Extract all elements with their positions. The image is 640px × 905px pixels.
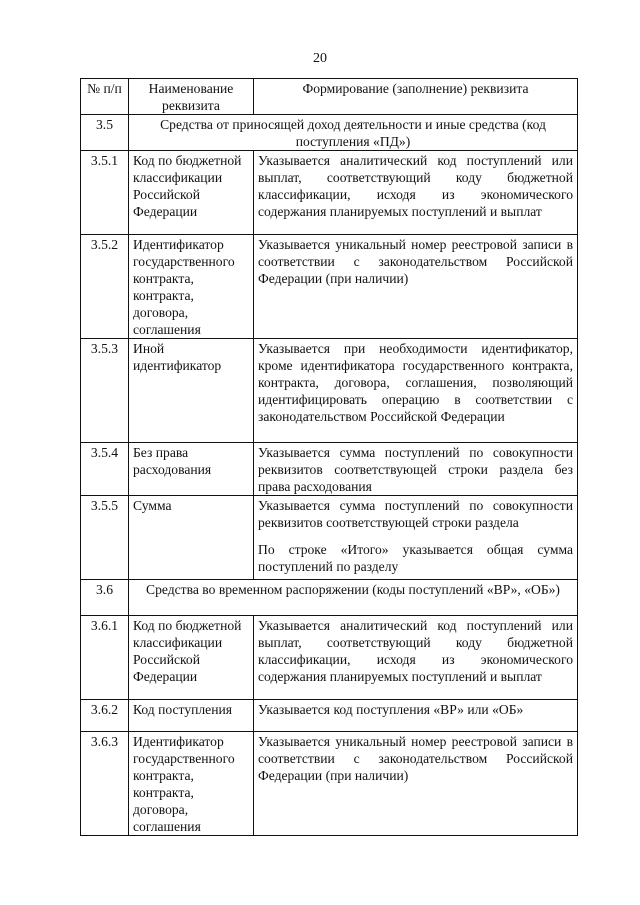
table-row [81, 700, 578, 732]
table-row [81, 616, 578, 700]
description-paragraph: Указывается сумма поступлений по совокупности реквизитов соответствующей строки раздела [258, 498, 573, 530]
requisite-description [254, 443, 578, 496]
header-num: № п/п [81, 79, 129, 115]
description-paragraph: Указывается сумма поступлений по совокупности реквизитов соответствующей строки раздела без права расходования [258, 445, 573, 494]
row-number: 3.5.3 [81, 339, 129, 443]
row-number: 3.5.4 [81, 443, 129, 496]
requisite-name: Код по бюджетной классификации Российской Федерации [129, 151, 254, 235]
header-name: Наименование реквизита [129, 79, 254, 115]
table-body [81, 115, 578, 836]
section-title: Средства во временном распоряжении (коды поступлений «ВР», «ОБ») [129, 580, 578, 616]
requisite-name: Идентификатор государственного контракта, контракта, договора, соглашения [129, 235, 254, 339]
requisite-description [254, 732, 578, 836]
requisite-name: Сумма [129, 496, 254, 580]
requisite-description [254, 616, 578, 700]
table-row [81, 151, 578, 235]
requisite-name: Код поступления [129, 700, 254, 732]
requisite-name: Код по бюджетной классификации Российской Федерации [129, 616, 254, 700]
description-paragraph: Указывается аналитический код поступлений или выплат, соответствующий коду бюджетной классификации, исходя из экономического содержания планируемых поступлений и выплат [258, 618, 573, 684]
row-number: 3.6.2 [81, 700, 129, 732]
description-paragraph: По строке «Итого» указывается общая сумма поступлений по разделу [258, 542, 573, 574]
requisite-name: Без права расходования [129, 443, 254, 496]
row-number: 3.5.1 [81, 151, 129, 235]
requisites-table [80, 78, 578, 836]
table-header-row [81, 79, 578, 115]
description-paragraph: Указывается аналитический код поступлений или выплат, соответствующий коду бюджетной классификации, исходя из экономического содержания планируемых поступлений и выплат [258, 153, 573, 219]
table-row [81, 496, 578, 580]
row-number: 3.6.1 [81, 616, 129, 700]
requisite-description [254, 496, 578, 580]
row-number: 3.5 [81, 115, 129, 151]
description-paragraph: Указывается уникальный номер реестровой записи в соответствии с законодательством Российской Федерации (при наличии) [258, 237, 573, 286]
table-row [81, 443, 578, 496]
row-number: 3.6.3 [81, 732, 129, 836]
header-fill: Формирование (заполнение) реквизита [254, 79, 578, 115]
row-number: 3.5.2 [81, 235, 129, 339]
requisite-name: Иной идентификатор [129, 339, 254, 443]
requisite-description [254, 339, 578, 443]
row-number: 3.5.5 [81, 496, 129, 580]
table-row [81, 235, 578, 339]
description-paragraph: Указывается при необходимости идентификатор, кроме идентификатора государственного контракта, контракта, договора, соглашения, позволяющий идентифицировать операцию в соответствии с законодательством Российской Федерации [258, 341, 573, 424]
requisite-description [254, 700, 578, 732]
description-paragraph: Указывается уникальный номер реестровой записи в соответствии с законодательством Российской Федерации (при наличии) [258, 734, 573, 783]
requisite-description [254, 151, 578, 235]
row-number: 3.6 [81, 580, 129, 616]
table-row [81, 732, 578, 836]
requisite-description [254, 235, 578, 339]
table-row [81, 339, 578, 443]
requisite-name: Идентификатор государственного контракта, контракта, договора, соглашения [129, 732, 254, 836]
section-row [81, 580, 578, 616]
section-row [81, 115, 578, 151]
description-paragraph: Указывается код поступления «ВР» или «ОБ» [258, 702, 524, 717]
section-title: Средства от приносящей доход деятельности и иные средства (код поступления «ПД») [129, 115, 578, 151]
page-number: 20 [313, 51, 327, 66]
